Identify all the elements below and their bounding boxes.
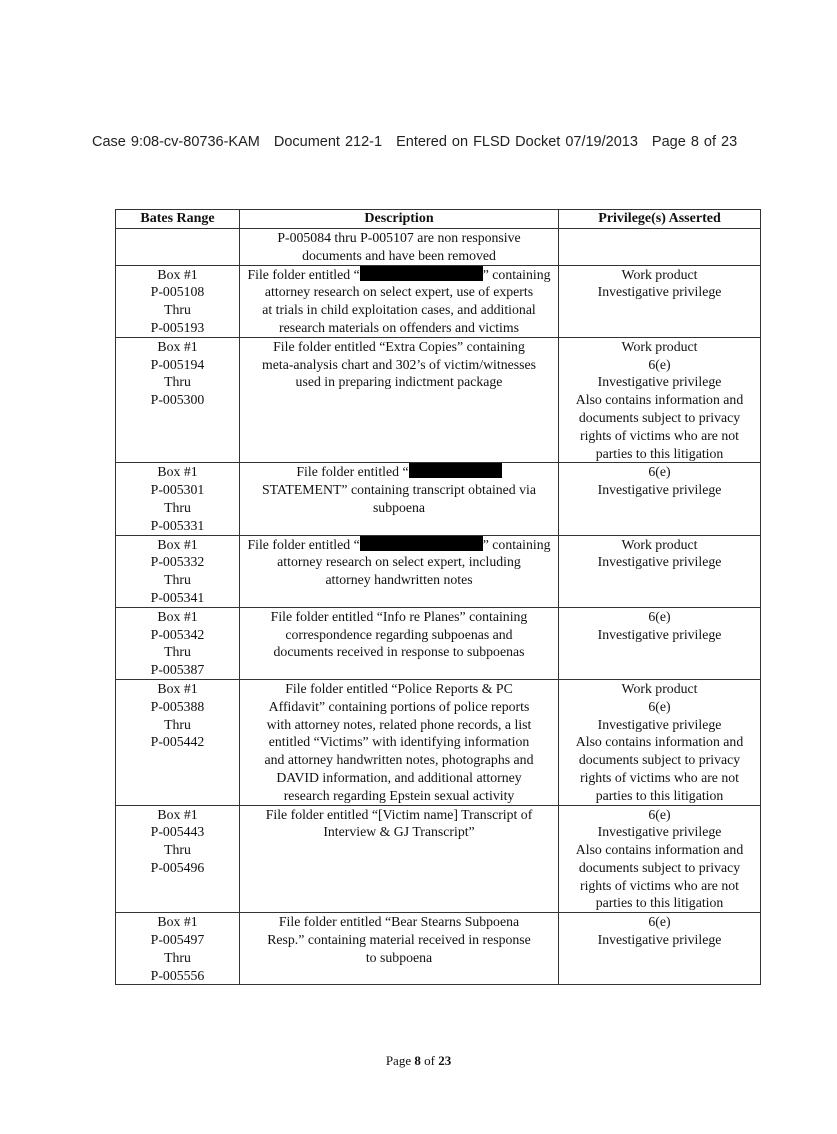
bates-line: P-005341: [150, 589, 205, 605]
bates-line: Box #1: [157, 806, 198, 822]
privilege-line: documents subject to privacy: [578, 409, 741, 425]
privilege-line: parties to this litigation: [595, 787, 724, 803]
bates-line: Thru: [164, 949, 191, 965]
description-line: used in preparing indictment package: [295, 374, 503, 390]
description-line: meta-analysis chart and 302’s of victim/witnesses: [262, 356, 536, 372]
description-first-line: [243, 463, 555, 481]
privilege-line: Work product: [621, 680, 698, 696]
bates-line: P-005301: [150, 482, 205, 498]
table-row: [116, 535, 761, 607]
bates-range-cell: [116, 229, 240, 266]
folder-title-suffix: ” containing: [482, 536, 551, 552]
description-line: to subpoena: [365, 949, 433, 965]
redaction-block: [409, 463, 502, 478]
description-line: Resp.” containing material received in response: [267, 932, 531, 948]
privilege-line: 6(e): [648, 806, 671, 822]
description-line: File folder entitled “Info re Planes” containing: [270, 608, 528, 624]
description-cell: [240, 805, 559, 913]
description-line: correspondence regarding subpoenas and: [285, 626, 513, 642]
privilege-line: Investigative privilege: [597, 554, 722, 570]
table-row: [116, 463, 761, 535]
bates-range-cell: [116, 463, 240, 535]
bates-line: Box #1: [157, 608, 198, 624]
table-row: [116, 913, 761, 985]
privilege-cell: [559, 913, 761, 985]
description-line: attorney handwritten notes: [325, 572, 473, 588]
privilege-line: 6(e): [648, 698, 671, 714]
description-line: Affidavit” containing portions of police reports: [268, 698, 530, 714]
table-row: [116, 265, 761, 337]
bates-line: P-005194: [150, 356, 205, 372]
description-first-line: [243, 266, 555, 284]
docket-entry: Entered on FLSD Docket 07/19/2013: [396, 134, 638, 150]
header-page-number: Page 8 of 23: [651, 134, 738, 150]
bates-line: Thru: [164, 842, 191, 858]
bates-range-cell: [116, 679, 240, 805]
bates-line: P-005556: [150, 967, 205, 983]
bates-line: P-005388: [150, 698, 205, 714]
description-line: documents received in response to subpoenas: [273, 644, 525, 660]
privilege-line: documents subject to privacy: [578, 752, 741, 768]
description-cell: [240, 337, 559, 463]
privilege-line: Investigative privilege: [597, 374, 722, 390]
bates-line: P-005496: [150, 859, 205, 875]
bates-range-cell: [116, 607, 240, 679]
privilege-line: rights of victims who are not: [579, 877, 740, 893]
footer-of: of: [420, 1053, 439, 1068]
bates-line: Thru: [164, 644, 191, 660]
bates-line: Thru: [164, 374, 191, 390]
table-row: [116, 229, 761, 266]
privilege-line: Work product: [621, 338, 698, 354]
table-row: [116, 805, 761, 913]
description-line: File folder entitled “[Victim name] Transcript of: [265, 806, 533, 822]
bates-line: P-005193: [150, 319, 205, 335]
description-line: documents and have been removed: [302, 247, 496, 263]
table-body: [116, 229, 761, 985]
privilege-line: Investigative privilege: [597, 824, 722, 840]
bates-line: Box #1: [157, 338, 198, 354]
description-cell: [240, 607, 559, 679]
bates-line: P-005387: [150, 662, 205, 678]
page-footer: [0, 1053, 837, 1069]
bates-line: P-005443: [150, 824, 205, 840]
description-line: P-005084 thru P-005107 are non responsive: [277, 230, 521, 245]
bates-line: P-005442: [150, 734, 205, 750]
privilege-line: Work product: [621, 266, 698, 282]
privilege-cell: [559, 229, 761, 266]
description-line: and attorney handwritten notes, photographs and: [264, 752, 534, 768]
privilege-line: rights of victims who are not: [579, 427, 740, 443]
description-line: attorney research on select expert, including: [277, 554, 521, 570]
description-line: File folder entitled “Extra Copies” containing: [273, 338, 525, 354]
folder-title-prefix: File folder entitled “: [247, 266, 360, 282]
folder-title-prefix: File folder entitled “: [247, 536, 360, 552]
privilege-line: Also contains information and: [575, 392, 744, 408]
privilege-line: Investigative privilege: [597, 482, 722, 498]
privilege-line: Also contains information and: [575, 842, 744, 858]
bates-line: P-005108: [150, 284, 205, 300]
privilege-line: Investigative privilege: [597, 716, 722, 732]
header-description: Description: [240, 210, 559, 229]
privilege-line: 6(e): [648, 608, 671, 624]
description-line: at trials in child exploitation cases, and additional: [262, 302, 536, 318]
privilege-log-table: [115, 209, 761, 985]
privilege-cell: [559, 679, 761, 805]
redaction-block: [360, 536, 483, 551]
description-cell: [240, 265, 559, 337]
bates-line: Thru: [164, 572, 191, 588]
table-row: [116, 607, 761, 679]
privilege-line: parties to this litigation: [595, 445, 724, 461]
bates-line: Box #1: [157, 680, 198, 696]
description-cell: [240, 679, 559, 805]
privilege-cell: [559, 805, 761, 913]
privilege-line: Investigative privilege: [597, 284, 722, 300]
bates-line: Thru: [164, 302, 191, 318]
description-line: entitled “Victims” with identifying information: [268, 734, 530, 750]
footer-page-number: 8: [414, 1053, 421, 1068]
bates-line: P-005342: [150, 626, 205, 642]
header-privileges-asserted: Privilege(s) Asserted: [559, 210, 761, 229]
table-header-row: [116, 210, 761, 229]
bates-line: Box #1: [157, 914, 198, 930]
privilege-line: 6(e): [648, 464, 671, 480]
bates-line: Thru: [164, 499, 191, 515]
privilege-cell: [559, 265, 761, 337]
privilege-line: rights of victims who are not: [579, 769, 740, 785]
footer-prefix: Page: [385, 1053, 415, 1068]
folder-title-suffix: ” containing: [482, 266, 551, 282]
privilege-cell: [559, 463, 761, 535]
bates-line: P-005331: [150, 517, 205, 533]
case-number: Case 9:08-cv-80736-KAM: [92, 134, 260, 150]
bates-line: P-005332: [150, 554, 205, 570]
privilege-line: 6(e): [648, 356, 671, 372]
privilege-line: parties to this litigation: [595, 895, 724, 911]
description-line: subpoena: [372, 499, 426, 515]
description-line: research regarding Epstein sexual activity: [283, 787, 515, 803]
description-line: with attorney notes, related phone records, a list: [266, 716, 532, 732]
table-row: [116, 679, 761, 805]
redaction-block: [360, 266, 483, 281]
description-line: Interview & GJ Transcript”: [323, 824, 475, 840]
bates-range-cell: [116, 535, 240, 607]
privilege-cell: [559, 607, 761, 679]
description-line: attorney research on select expert, use of experts: [264, 284, 534, 300]
privilege-line: Investigative privilege: [597, 626, 722, 642]
header-bates-range: Bates Range: [116, 210, 240, 229]
bates-line: P-005300: [150, 392, 205, 408]
description-line: DAVID information, and additional attorney: [276, 769, 522, 785]
description-cell: [240, 463, 559, 535]
description-cell: [240, 535, 559, 607]
description-line: research materials on offenders and victims: [279, 319, 519, 335]
bates-range-cell: [116, 337, 240, 463]
document-number: Document 212-1: [273, 134, 383, 150]
description-cell: [240, 229, 559, 266]
bates-line: Box #1: [157, 266, 198, 282]
description-line: STATEMENT” containing transcript obtained via: [262, 482, 536, 498]
bates-line: P-005497: [150, 932, 205, 948]
bates-range-cell: [116, 805, 240, 913]
docket-header: [92, 134, 792, 150]
folder-title-prefix: File folder entitled “: [296, 464, 409, 480]
bates-line: Thru: [164, 716, 191, 732]
description-cell: [240, 913, 559, 985]
privilege-line: documents subject to privacy: [578, 859, 741, 875]
bates-range-cell: [116, 913, 240, 985]
bates-range-cell: [116, 265, 240, 337]
table-row: [116, 337, 761, 463]
privilege-line: Investigative privilege: [597, 932, 722, 948]
bates-line: Box #1: [157, 464, 198, 480]
footer-total-pages: 23: [438, 1053, 452, 1068]
privilege-line: Also contains information and: [575, 734, 744, 750]
privilege-cell: [559, 535, 761, 607]
description-first-line: [243, 536, 555, 554]
description-line: File folder entitled “Bear Stearns Subpoena: [278, 914, 520, 930]
privilege-line: 6(e): [648, 914, 671, 930]
bates-line: Box #1: [157, 536, 198, 552]
privilege-line: Work product: [621, 536, 698, 552]
privilege-cell: [559, 337, 761, 463]
description-line: File folder entitled “Police Reports & PC: [285, 680, 513, 696]
